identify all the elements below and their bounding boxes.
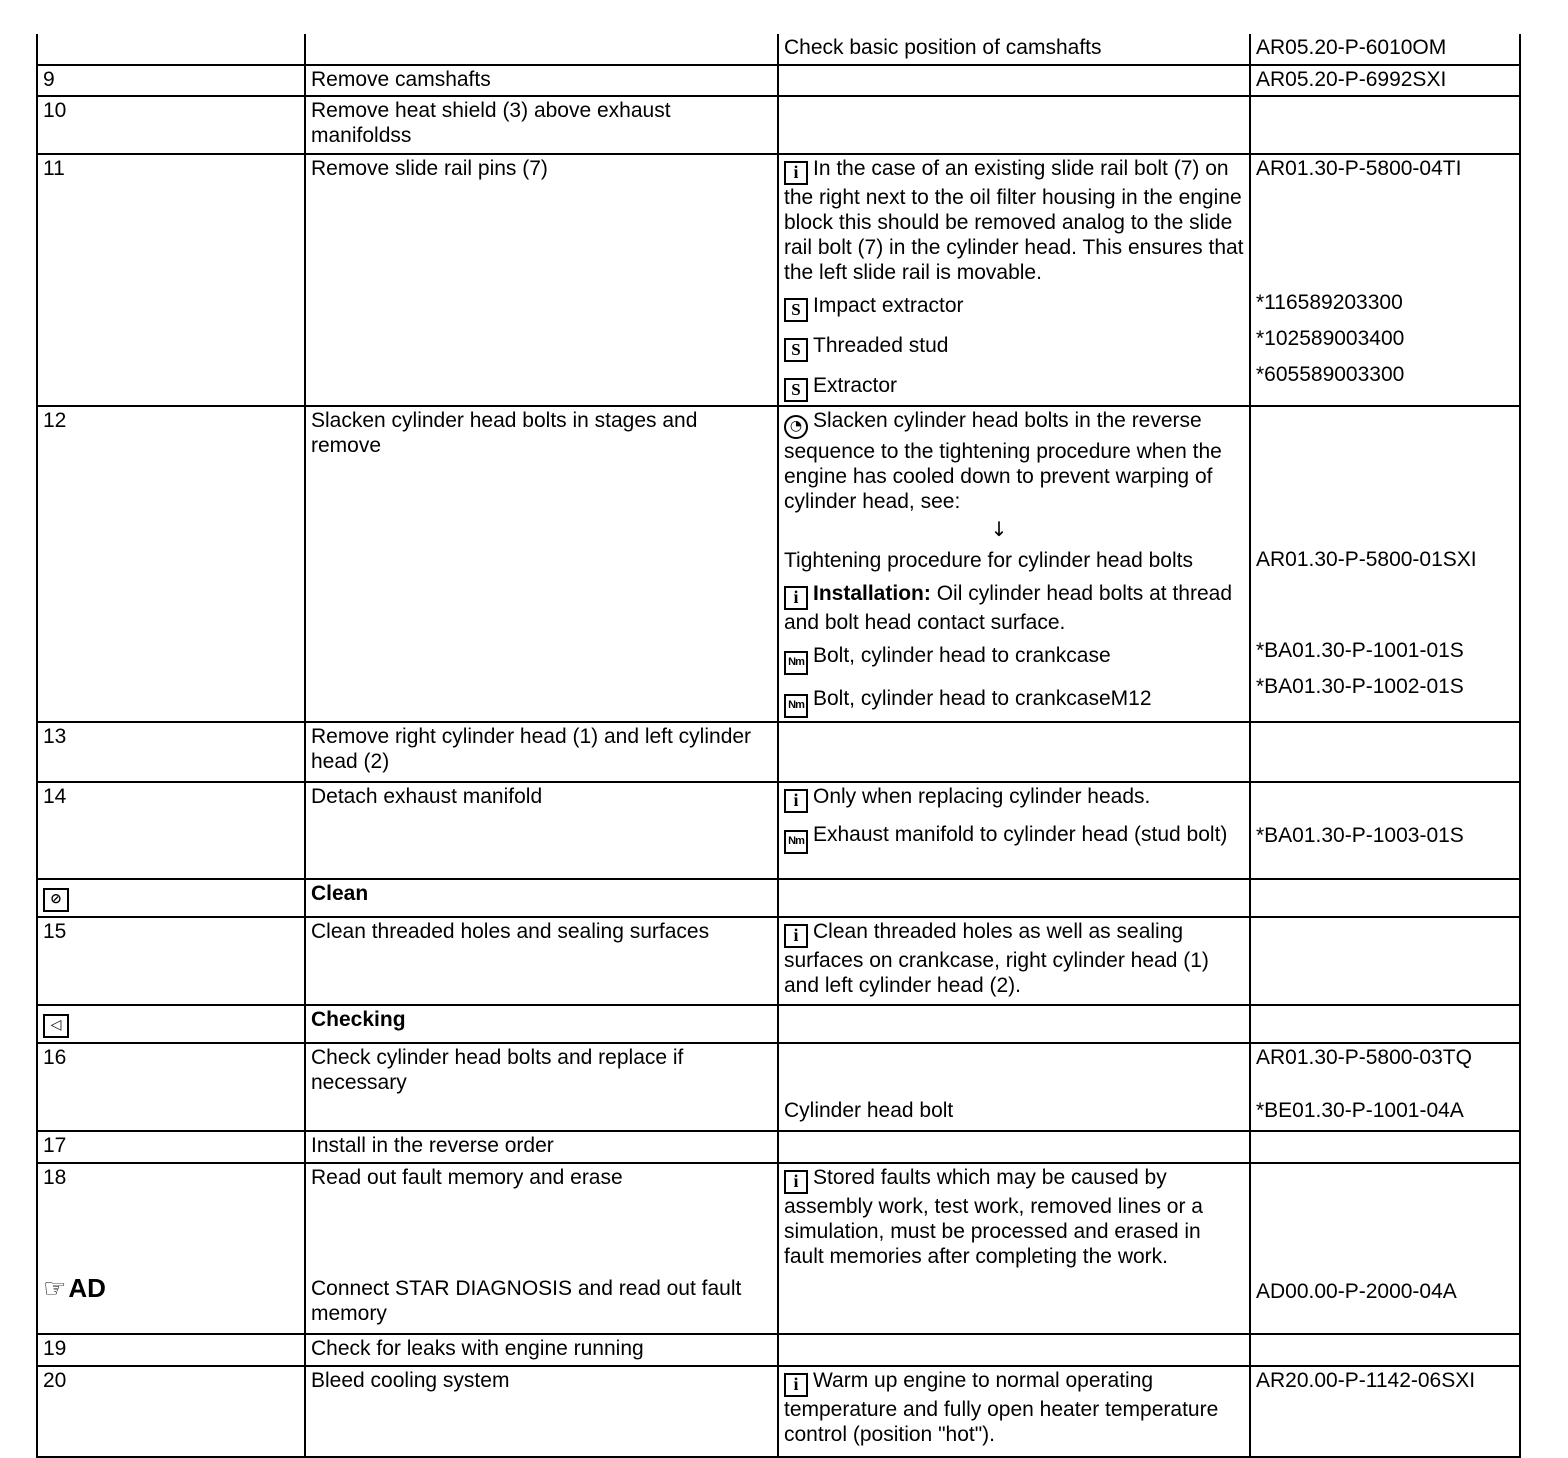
installation-text: Oil cylinder head bolts at thread and bolt head contact surface. [784,582,1233,634]
step-cell: 9 [37,65,305,96]
refs-cell [1250,406,1520,722]
info-icon: i [784,789,808,813]
notes-cell [778,65,1250,96]
tool-label: Threaded stud [813,334,949,357]
hand-pointer-icon: ☞ [43,1274,67,1304]
torque-line [784,686,1244,718]
action-cell: Check cylinder head bolts and replace if necessary [305,1043,778,1131]
info-note [784,1165,1244,1269]
step-cell: 15 [37,917,305,1005]
table-row [37,65,1520,96]
table-row [37,782,1520,879]
table-row [37,1163,1520,1334]
info-note [784,156,1244,285]
arrow-down-icon: ↓ [990,517,1008,541]
action-cell: Remove camshafts [305,65,778,96]
step-cell: 13 [37,722,305,782]
torque-line [784,822,1244,854]
notes-cell [778,879,1250,917]
notes-cell [778,782,1250,879]
action-cell [305,1163,778,1334]
refs-cell [1250,782,1520,879]
action-cell: Install in the reverse order [305,1131,778,1163]
info-note-text: Stored faults which may be caused by assembly work, test work, removed lines or a simulation, must be processed and erased in fault memories after completing the work. [784,1166,1203,1268]
refs-cell [1250,917,1520,1005]
action-cell [305,34,778,65]
notes-cell [778,1131,1250,1163]
step-cell: 19 [37,1334,305,1366]
tool-label: Impact extractor [813,294,964,317]
clean-icon: ⊘ [43,888,69,912]
action-cell: Remove slide rail pins (7) [305,154,778,406]
torque-icon: Nm [784,694,808,718]
table-row [37,154,1520,406]
info-icon: i [784,586,808,610]
table-row [37,1366,1520,1457]
info-note-text: Only when replacing cylinder heads. [813,785,1151,808]
info-note [784,1368,1244,1447]
notes-cell [778,34,1250,65]
notes-cell [778,917,1250,1005]
notes-cell [778,406,1250,722]
info-icon: i [784,924,808,948]
installation-note [784,581,1244,635]
notes-cell [778,1334,1250,1366]
reference-link[interactable]: AR20.00-P-1142-06SXI [1256,1369,1476,1392]
table-row [37,406,1520,722]
section-icon-cell [37,1005,305,1043]
table-row [37,722,1520,782]
notes-cell [778,96,1250,154]
notes-cell [778,1366,1250,1457]
checking-icon: ◁ [43,1014,69,1038]
refs-cell [1250,154,1520,406]
note-text: Cylinder head bolt [784,1099,954,1122]
caution-note [784,408,1244,514]
reference-link[interactable]: AR05.20-P-6992SXI [1256,68,1447,91]
tool-label: Extractor [813,374,898,397]
reference-link[interactable]: AR01.30-P-5800-01SXI [1256,548,1477,571]
info-note-text: Clean threaded holes as well as sealing surfaces on crankcase, right cylinder head (1) and left cylinder head (2). [784,920,1209,997]
info-icon: i [784,1170,808,1194]
refs-cell [1250,1131,1520,1163]
action-cell: Detach exhaust manifold [305,782,778,879]
step-cell: 14 [37,782,305,879]
info-icon: i [784,161,808,185]
tool-line [784,293,1244,322]
step-cell: 10 [37,96,305,154]
info-icon: i [784,1373,808,1397]
clock-icon: ◔ [784,415,808,439]
bolt-reference[interactable]: *BE01.30-P-1001-04A [1256,1099,1464,1122]
procedure-table [36,34,1521,1458]
refs-cell [1250,34,1520,65]
refs-cell [1250,722,1520,782]
notes-cell [778,1043,1250,1131]
torque-icon: Nm [784,830,808,854]
reference-link[interactable]: AR01.30-P-5800-04TI [1256,157,1462,180]
info-note [784,784,1244,813]
table-row [37,1043,1520,1131]
action-cell: Remove right cylinder head (1) and left cylinder head (2) [305,722,778,782]
reference-link[interactable]: AD00.00-P-2000-04A [1256,1280,1457,1303]
step-number: 18 [43,1166,67,1189]
special-tool-icon: S [784,298,808,322]
action-cell: Bleed cooling system [305,1366,778,1457]
torque-reference[interactable]: *BA01.30-P-1003-01S [1256,824,1464,847]
special-tool-icon: S [784,338,808,362]
step-cell: 16 [37,1043,305,1131]
step-cell: 12 [37,406,305,722]
notes-cell [778,154,1250,406]
section-row [37,879,1520,917]
refs-cell [1250,1005,1520,1043]
notes-cell [778,1163,1250,1334]
tool-number[interactable]: *102589003400 [1256,327,1405,350]
action-text: Connect STAR DIAGNOSIS and read out fault memory [311,1277,742,1325]
section-row [37,1005,1520,1043]
refs-cell [1250,65,1520,96]
step-cell: 11 [37,154,305,406]
note-text: Check basic position of camshafts [784,36,1102,59]
refs-cell [1250,1334,1520,1366]
torque-reference[interactable]: *BA01.30-P-1002-01S [1256,675,1464,698]
step-cell: 20 [37,1366,305,1457]
tool-line [784,373,1244,402]
table-row [37,1334,1520,1366]
torque-line [784,643,1244,675]
action-cell: Clean threaded holes and sealing surfaces [305,917,778,1005]
info-note [784,919,1244,998]
tool-number[interactable]: *605589003300 [1256,363,1405,386]
link-text: Tightening procedure for cylinder head bolts [784,549,1193,572]
info-note-text: Warm up engine to normal operating temperature and fully open heater temperature control (position "hot"). [784,1369,1219,1446]
step-cell: 17 [37,1131,305,1163]
tool-line [784,333,1244,362]
refs-cell [1250,1163,1520,1334]
diagnosis-note [43,1273,299,1304]
action-cell: Remove heat shield (3) above exhaust manifoldss [305,96,778,154]
refs-cell [1250,879,1520,917]
refs-cell [1250,96,1520,154]
table-row [37,917,1520,1005]
refs-cell [1250,1043,1520,1131]
step-cell [37,34,305,65]
torque-reference[interactable]: *BA01.30-P-1001-01S [1256,639,1464,662]
section-title: Clean [305,879,778,917]
section-icon-cell [37,879,305,917]
action-text: Read out fault memory and erase [311,1166,623,1189]
special-tool-icon: S [784,378,808,402]
table-row [37,96,1520,154]
notes-cell [778,722,1250,782]
installation-label: Installation: [813,582,931,605]
table-row [37,1131,1520,1163]
notes-cell [778,1005,1250,1043]
table-row [37,34,1520,65]
torque-label: Bolt, cylinder head to crankcase [813,644,1111,667]
info-note-text: In the case of an existing slide rail bolt (7) on the right next to the oil filter housing in the engine block this should be removed analog to the slide rail bolt (7) in the cylinder head. This ensures that the left slide rail is movable. [784,157,1244,284]
step-cell [37,1163,305,1334]
caution-note-text: Slacken cylinder head bolts in the reverse sequence to the tightening procedure when the engine has cooled down to prevent warping of cylinder head, see: [784,409,1222,513]
tool-number[interactable]: *116589203300 [1256,291,1403,314]
action-cell: Slacken cylinder head bolts in stages and remove [305,406,778,722]
torque-label: Bolt, cylinder head to crankcaseM12 [813,687,1152,710]
refs-cell [1250,1366,1520,1457]
torque-icon: Nm [784,651,808,675]
action-cell: Check for leaks with engine running [305,1334,778,1366]
section-title: Checking [305,1005,778,1043]
torque-label: Exhaust manifold to cylinder head (stud bolt) [813,823,1228,846]
reference-link[interactable]: AR05.20-P-6010OM [1256,36,1447,59]
diagnosis-label: AD [68,1273,106,1303]
reference-link[interactable]: AR01.30-P-5800-03TQ [1256,1046,1472,1069]
